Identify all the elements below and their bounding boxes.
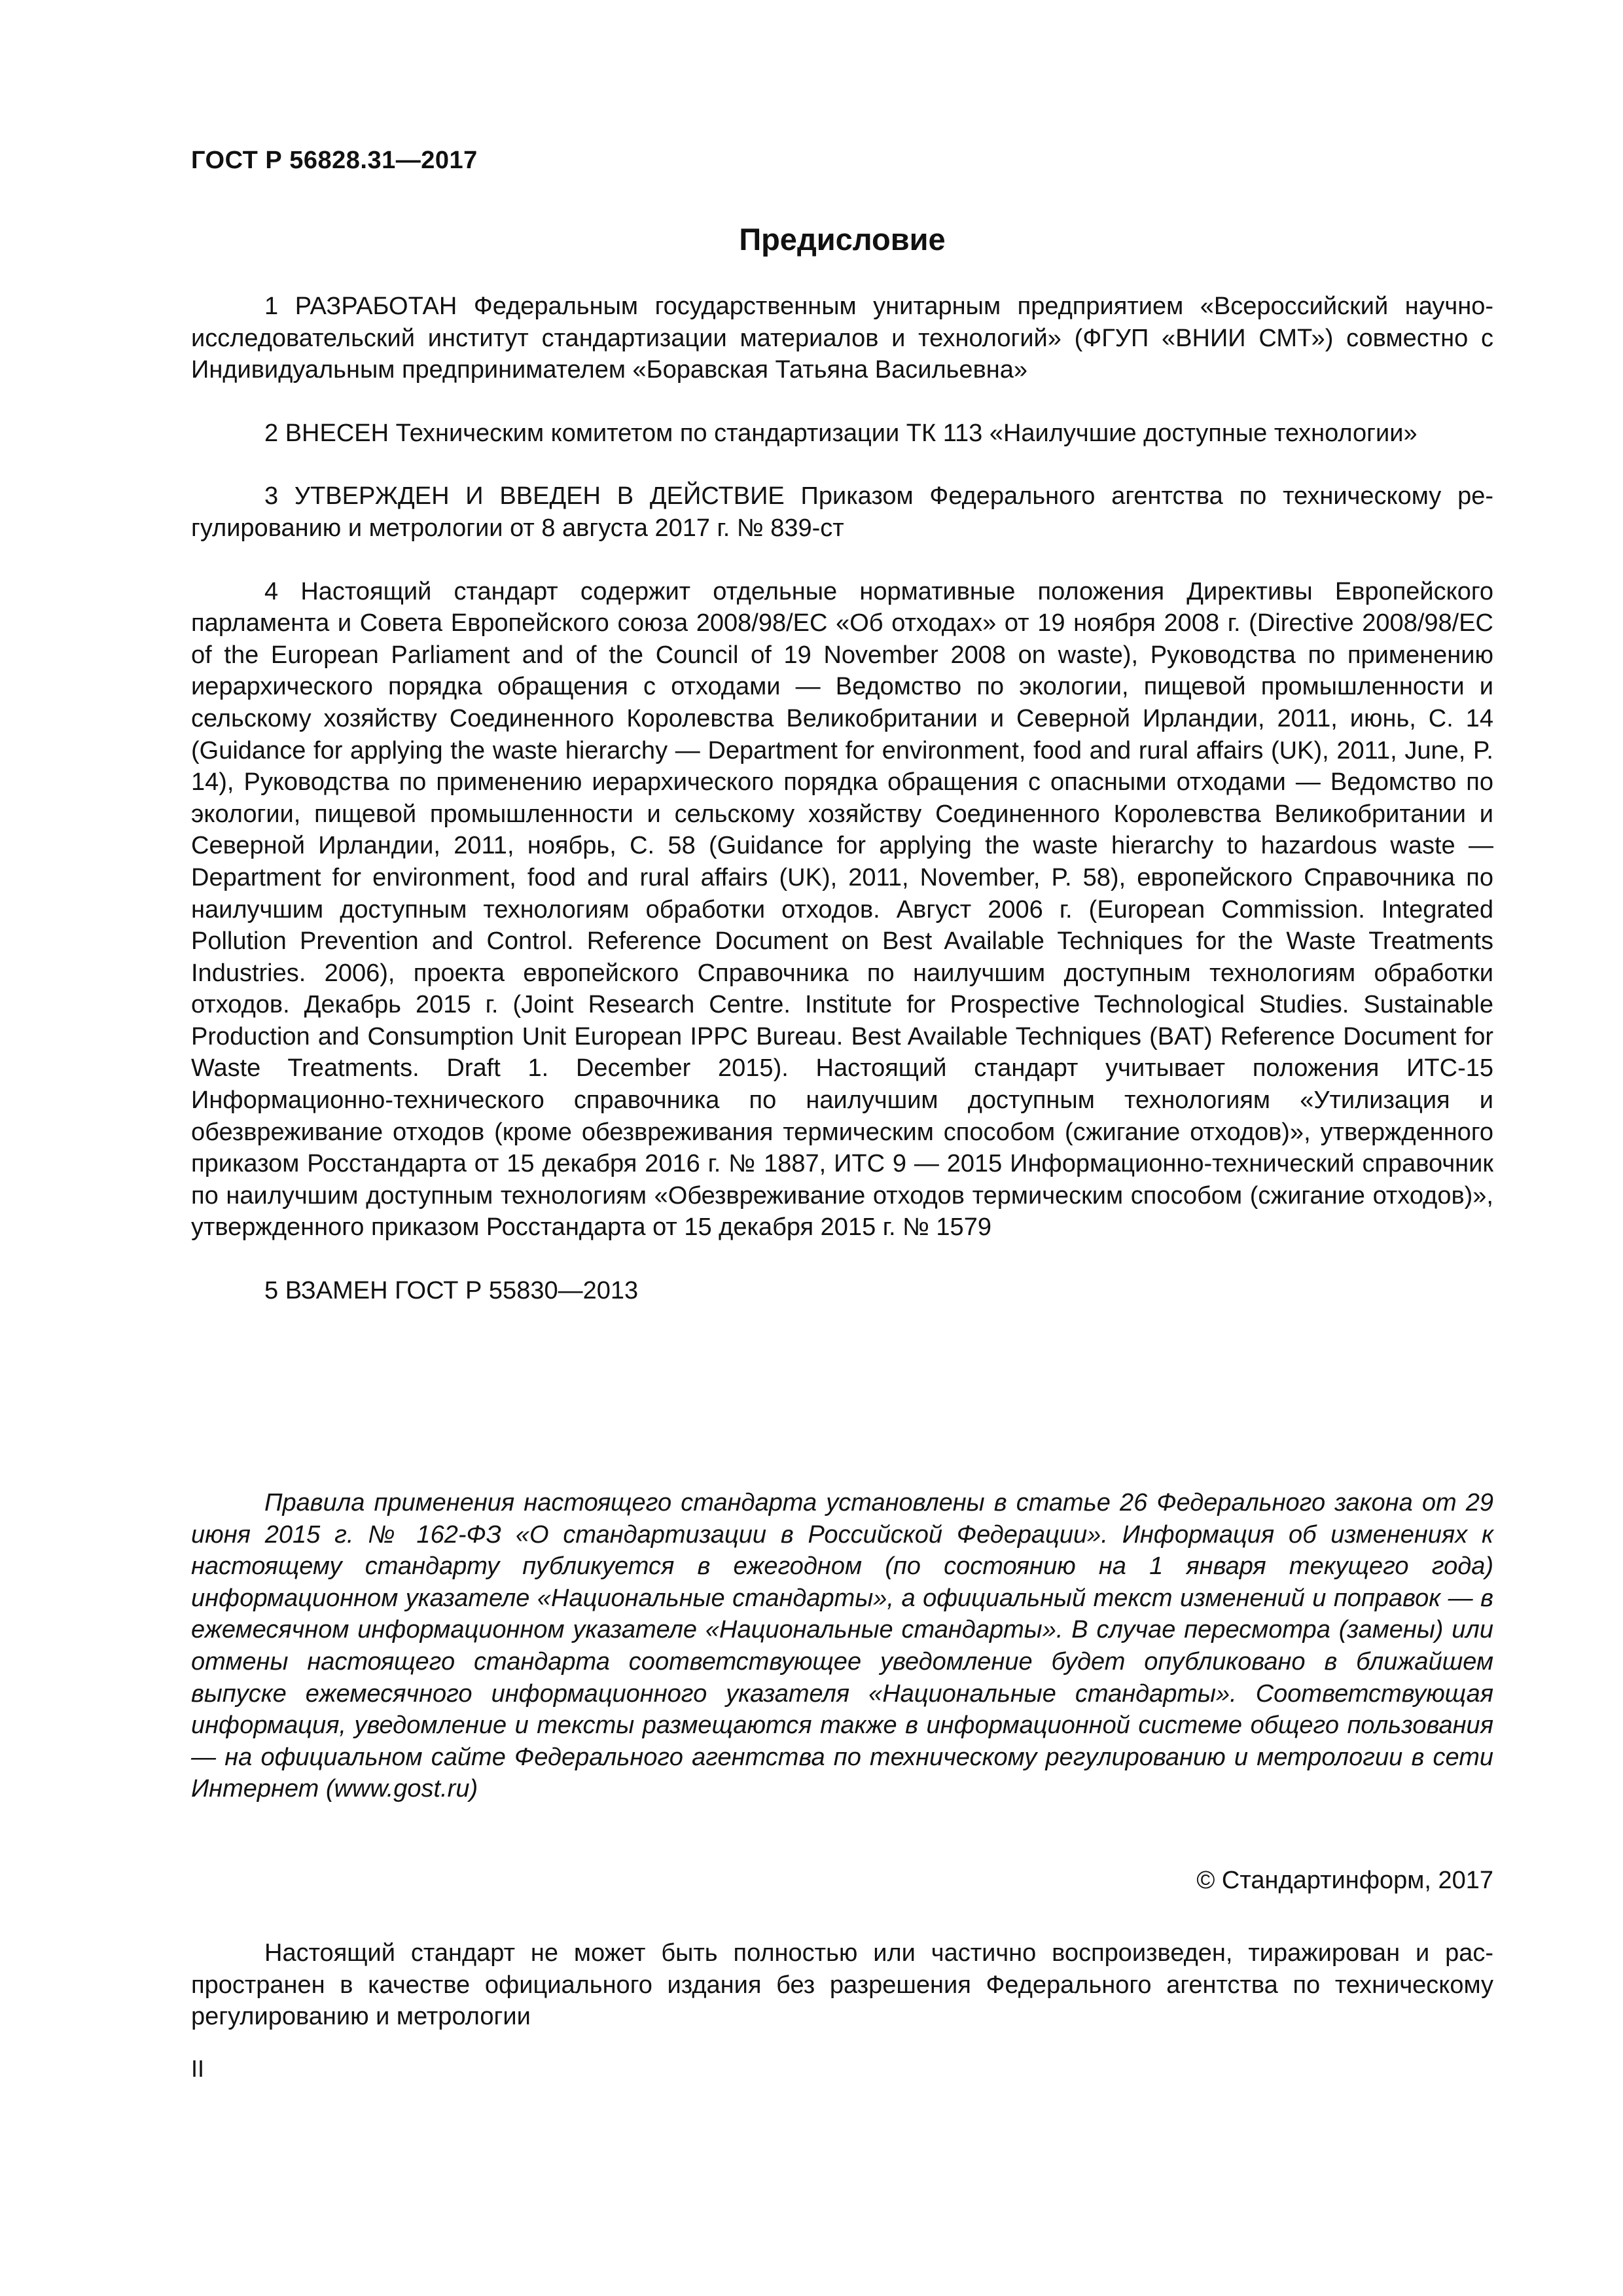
page-number: II [191,2055,205,2082]
foreword-item-replaces: 5 ВЗАМЕН ГОСТ Р 55830—2013 [264,1277,639,1305]
application-rules-note: Правила применения настоящего стандарта установлены в статье 26 Федерального закона от 29 июня 2015 г. № 162-ФЗ «О стандартизации в Российской Федерации». Информация об изменениях к настоящему стандарту публикуется в ежегодном (по состоянию на 1 января текущего года) информационном указателе «Национальные стандарты», а официальный текст изменений и поправок — в ежемесячном информационном указателе «Национальные стандарты». В случае пересмотра (замены) или отмены настоящего стандарта соответствующее уведомление будет опубликовано в ближайшем выпуске ежемесячного информационного указателя «Национальные стандарты». Соответствующая информация, уведомление и тексты размещаются также в информационной системе общего пользования — на официальном сайте Федерального агентства по техническому регулированию и метрологии в сети Интернет (www.gost.ru) [191,1489,1493,1803]
copyright-line: © Стандартинформ, 2017 [1196,1867,1493,1894]
foreword-item-introduced: 2 ВНЕСЕН Техническим комитетом по стандартизации ТК 113 «Наилучшие доступные технологии» [264,419,1418,447]
foreword-item-content: 4 Настоящий стандарт содержит отдельные нормативные положения Директивы Европейского парламента и Совета Европейского союза 2008/98/ЕС «Об отходах» от 19 ноября 2008 г. (Directive 2008/98/EC of the European Parliament and of the Council of 19 November 2008 on waste), Руководства по применению иерархического порядка обращения с отходами — Ведомство по экологии, пищевой промышленности и сельскому хозяйству Соединенного Королевства Великобритании и Северной Ирландии, 2011, июнь, С. 14 (Guidance for applying the waste hierarchy — Department for environment, food and rural affairs (UK), 2011, June, P. 14), Руководства по применению иерархического порядка обращения с опасными отходами — Ведомство по экологии, пищевой промышленности и сельскому хозяйству Соединенного Королевства Великобритании и Северной Ирландии, 2011, ноябрь, С. 58 (Guidance for applying the waste hierarchy to hazardous waste — Department for environment, food and rural affairs (UK), 2011, November, P. 58), европейского Справочника по наилучшим доступным технологиям обработки отходов. Август 2006 г. (European Commission. Integrated Pollution Prevention and Control. Reference Document on Best Available Techniques for the Waste Treatments Industries. 2006), проекта европейского Справочника по наилучшим доступным технологиям обработки отходов. Декабрь 2015 г. (Joint Research Centre. Institute for Prospective Technological Studies. Sustainable Production and Consumption Unit European IPPC Bureau. Best Available Techniques (BAT) Reference Document for Waste Treatments. Draft 1. December 2015). Настоящий стандарт учитывает положения ИТС-15 Информационно-технического справочника по наилучшим доступным технологиям «Утилизация и обезвреживание отходов (кроме обезвреживания термическим способом (сжигание отходов)», утвержденного приказом Росстандарта от 15 декабря 2016 г. № 1887, ИТС 9 — 2015 Информационно-технический справочник по наилучшим доступным технологиям «Обезвреживание отходов термическим способом (сжигание отходов)», утвержденного приказом Росстандарта от 15 декабря 2015 г. № 1579 [191,577,1493,1242]
foreword-item-developed: 1 РАЗРАБОТАН Федеральным государственным унитарным предприятием «Всероссийский научно-исследовательский институт стандартизации материалов и технологий» (ФГУП «ВНИИ СМТ») совместно с Индивидуальным предпринимателем «Боравская Татьяна Васильевна» [191,293,1493,384]
page-title: Предисловие [739,222,946,257]
document-code-header: ГОСТ Р 56828.31—2017 [191,147,478,174]
foreword-item-approved: 3 УТВЕРЖДЕН И ВВЕДЕН В ДЕЙСТВИЕ Приказом Федерального агентства по техническому регулированию и метрологии от 8 августа 2017 г. № 839-ст [191,482,1493,542]
reproduction-notice: Настоящий стандарт не может быть полностью или частично воспроизведен, тиражирован и распространен в качестве официального издания без разрешения Федерального агентства по техническому регулированию и метрологии [191,1939,1493,2031]
foreword-body [191,291,1493,1307]
